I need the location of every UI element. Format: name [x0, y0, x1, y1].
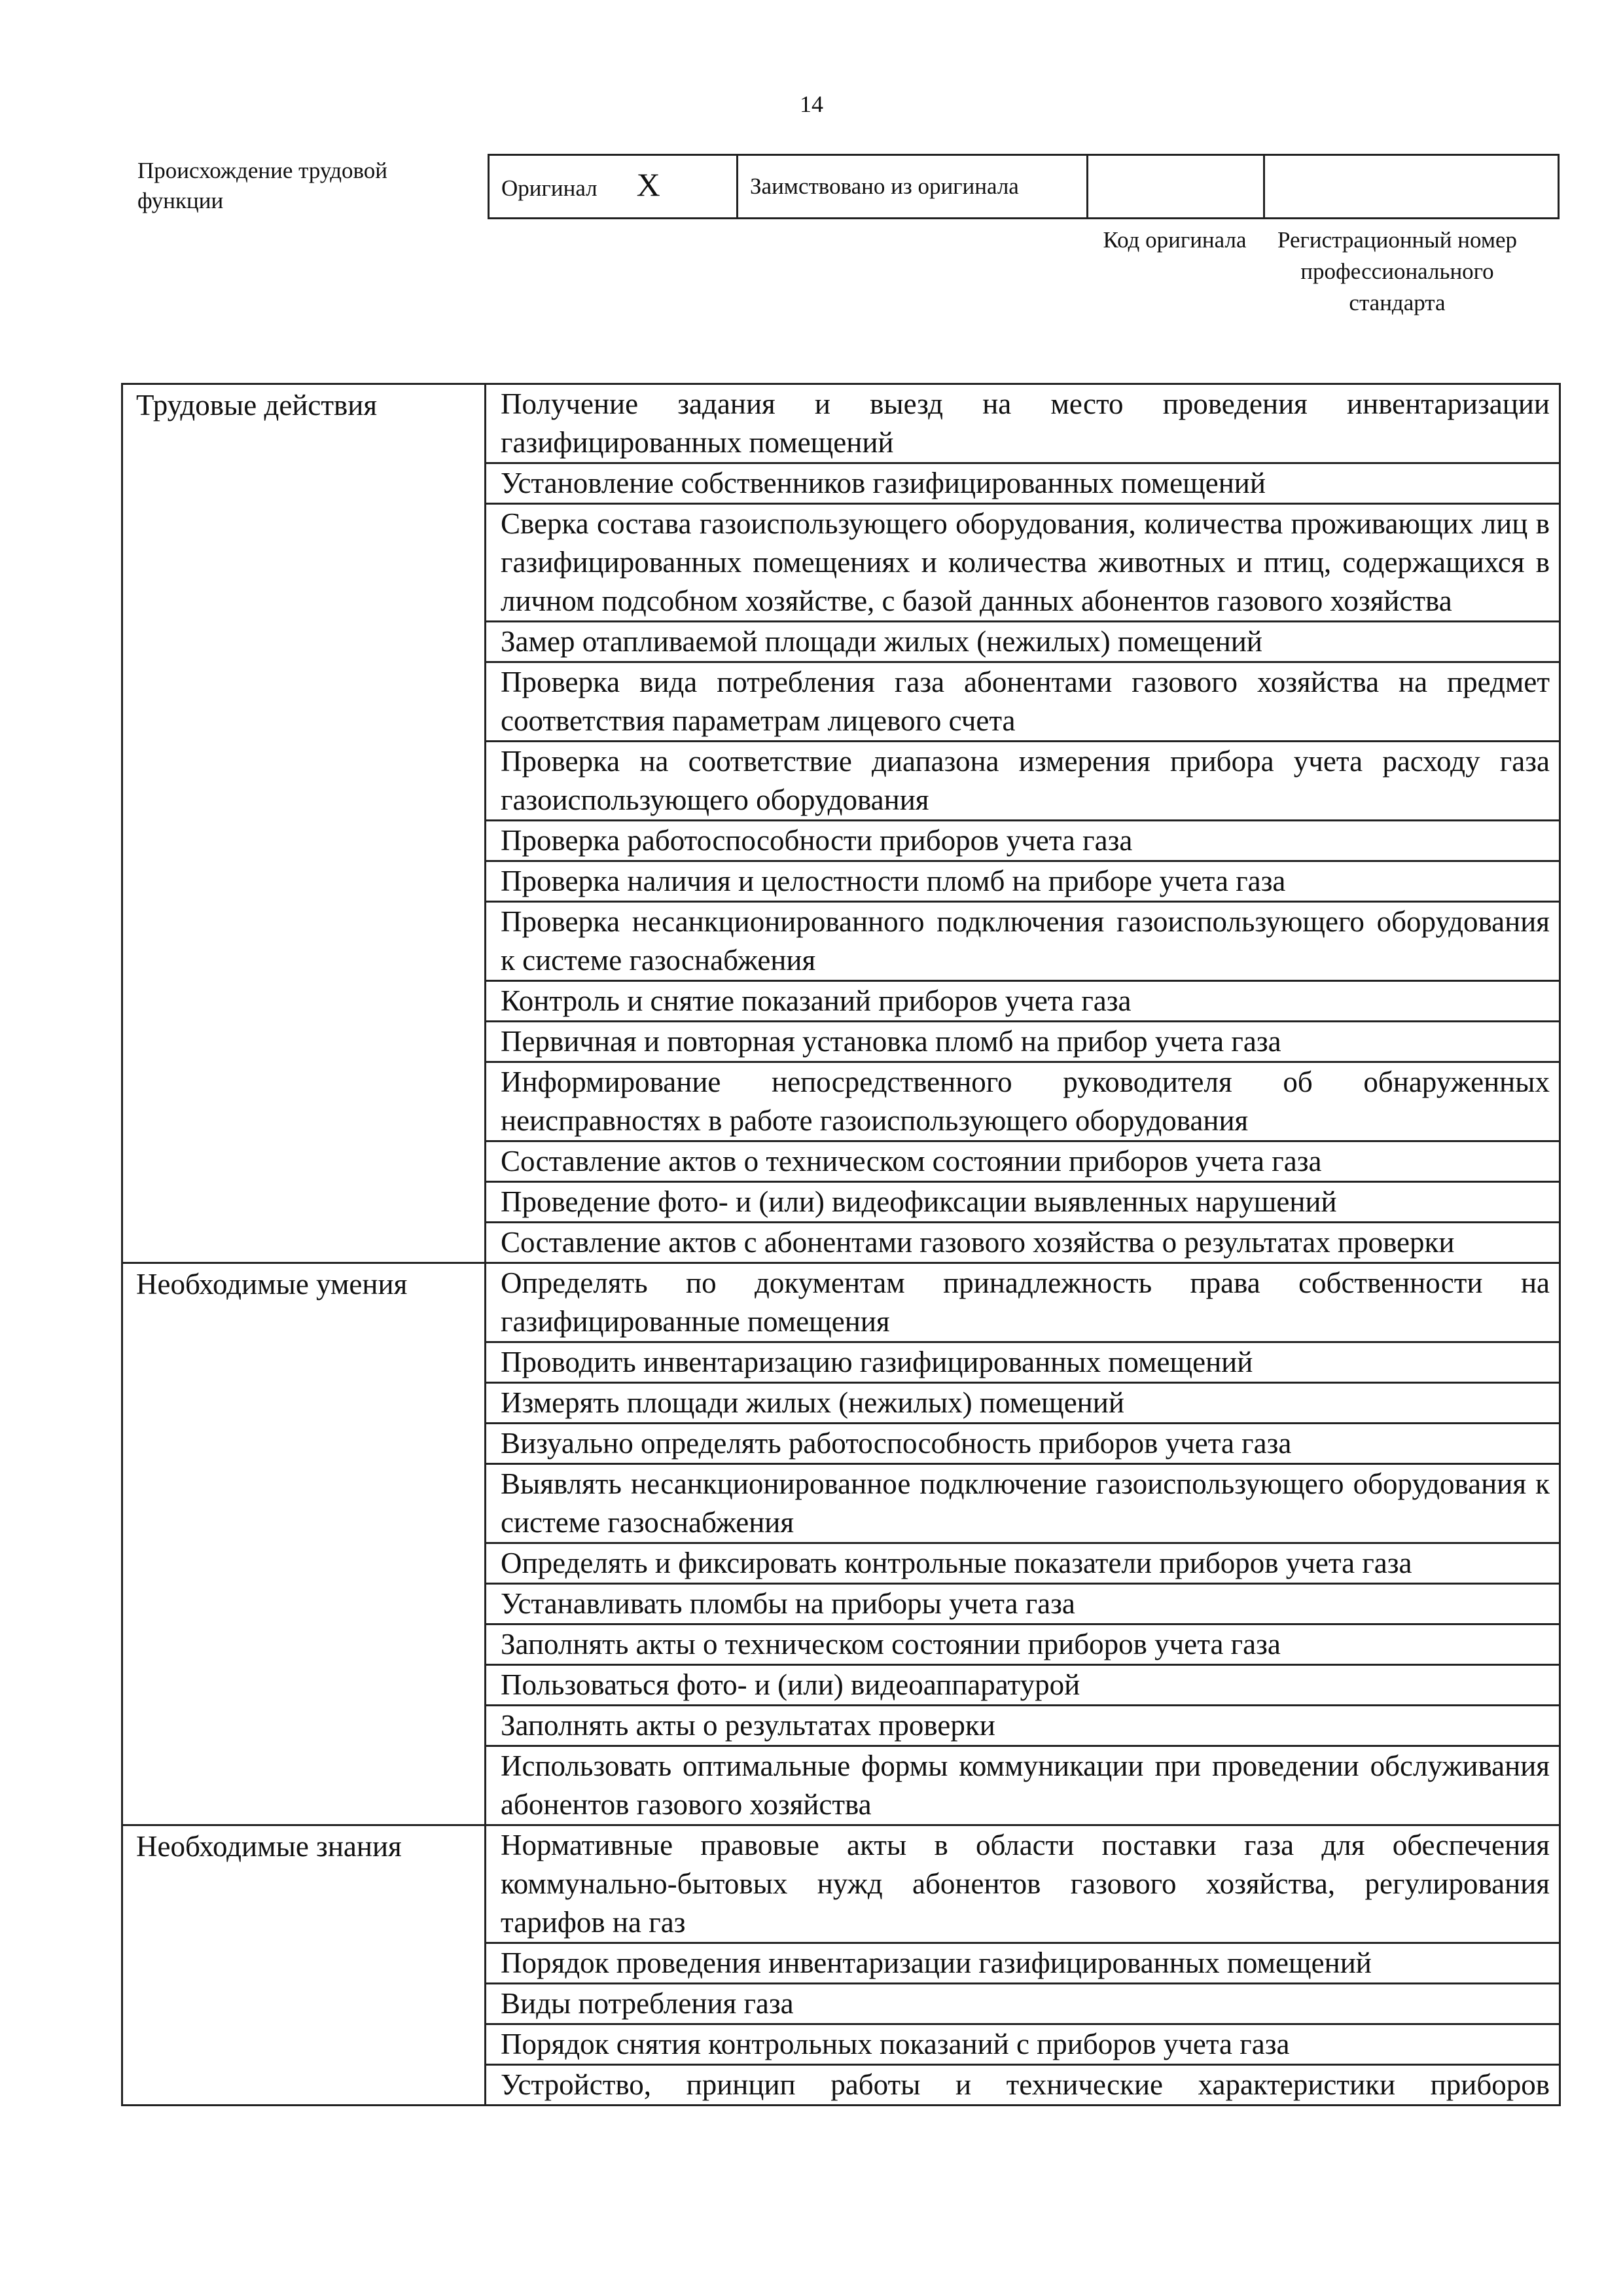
section-item: Проверка вида потребления газа абонентами газового хозяйства на предмет соответствия параметрам лицевого счета: [486, 662, 1560, 742]
section-item: Контроль и снятие показаний приборов учета газа: [486, 981, 1560, 1022]
origin-original-cell: [489, 155, 738, 219]
section-item: Первичная и повторная установка пломб на прибор учета газа: [486, 1022, 1560, 1062]
section-item: Получение задания и выезд на место проведения инвентаризации газифицированных помещений: [486, 384, 1560, 463]
borrowed-label: Заимствовано из оригинала: [738, 155, 1088, 219]
section-item: Составление актов с абонентами газового хозяйства о результатах проверки: [486, 1223, 1560, 1263]
section-item: Замер отапливаемой площади жилых (нежилых) помещений: [486, 622, 1560, 662]
section-item: Измерять площади жилых (нежилых) помещений: [486, 1383, 1560, 1424]
section-item: Выявлять несанкционированное подключение газоиспользующего оборудования к системе газоснабжения: [486, 1464, 1560, 1543]
labor-function-table: [121, 383, 1561, 2106]
code-original-caption: Код оригинала: [1103, 227, 1247, 253]
section-item: Определять по документам принадлежность права собственности на газифицированные помещения: [486, 1263, 1560, 1342]
origin-table: [488, 154, 1560, 219]
section-item: Виды потребления газа: [486, 1984, 1560, 2024]
section-item: Нормативные правовые акты в области поставки газа для обеспечения коммунально-бытовых нужд абонентов газового хозяйства, регулирования тарифов на газ: [486, 1825, 1560, 1943]
reg-number-caption: Регистрационный номер профессионального стандарта: [1277, 227, 1518, 315]
code-original-cell: [1088, 155, 1264, 219]
section-item: Проводить инвентаризацию газифицированных помещений: [486, 1342, 1560, 1383]
section-item: Заполнять акты о техническом состоянии приборов учета газа: [486, 1624, 1560, 1665]
labor-function-body: [122, 384, 1560, 2106]
origin-label: Происхождение трудовой функции: [137, 158, 388, 213]
section-item: Составление актов о техническом состоянии приборов учета газа: [486, 1141, 1560, 1182]
section-item: Устанавливать пломбы на приборы учета газа: [486, 1584, 1560, 1624]
section-item: Проверка несанкционированного подключения газоиспользующего оборудования к системе газоснабжения: [486, 902, 1560, 981]
reg-number-cell: [1264, 155, 1559, 219]
table-row: [122, 1825, 1560, 1943]
section-item: Проведение фото- и (или) видеофиксации выявленных нарушений: [486, 1182, 1560, 1223]
section-item: Проверка на соответствие диапазона измерения прибора учета расходу газа газоиспользующего оборудования: [486, 742, 1560, 821]
section-item: Использовать оптимальные формы коммуникации при проведении обслуживания абонентов газового хозяйства: [486, 1746, 1560, 1825]
page-number: 14: [800, 91, 823, 117]
section-item: Порядок снятия контрольных показаний с приборов учета газа: [486, 2024, 1560, 2065]
section-title: Трудовые действия: [122, 384, 486, 1263]
original-mark: X: [636, 166, 660, 203]
section-item: Визуально определять работоспособность приборов учета газа: [486, 1424, 1560, 1464]
table-row: [122, 1263, 1560, 1342]
table-row: [122, 384, 1560, 463]
section-item: Пользоваться фото- и (или) видеоаппаратурой: [486, 1665, 1560, 1706]
section-item: Информирование непосредственного руководителя об обнаруженных неисправностях в работе газоиспользующего оборудования: [486, 1062, 1560, 1141]
section-item: Заполнять акты о результатах проверки: [486, 1706, 1560, 1746]
section-item: Установление собственников газифицированных помещений: [486, 463, 1560, 504]
section-item: Проверка работоспособности приборов учета газа: [486, 821, 1560, 861]
section-title: Необходимые знания: [122, 1825, 486, 2106]
section-title: Необходимые умения: [122, 1263, 486, 1825]
section-item: Сверка состава газоиспользующего оборудования, количества проживающих лиц в газифицированных помещениях и количества животных и птиц, содержащихся в личном подсобном хозяйстве, с базой данных абонентов газового хозяйства: [486, 504, 1560, 622]
section-item: Устройство, принцип работы и технические характеристики приборов: [486, 2065, 1560, 2106]
section-item: Определять и фиксировать контрольные показатели приборов учета газа: [486, 1543, 1560, 1584]
section-item: Проверка наличия и целостности пломб на приборе учета газа: [486, 861, 1560, 902]
original-label: Оригинал: [501, 175, 597, 201]
section-item: Порядок проведения инвентаризации газифицированных помещений: [486, 1943, 1560, 1984]
